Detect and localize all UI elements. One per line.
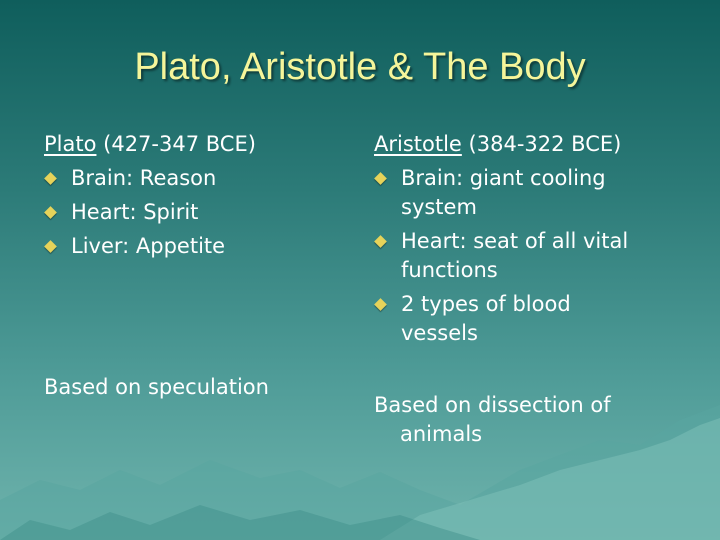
slide-title: Plato, Aristotle & The Body [134, 46, 586, 88]
diamond-bullet-icon [44, 240, 57, 253]
diamond-bullet-icon [374, 172, 387, 185]
list-item: Brain: Reason [44, 164, 344, 193]
diamond-bullet-icon [44, 172, 57, 185]
aristotle-name: Aristotle [374, 132, 462, 156]
list-item: Brain: giant cooling system [374, 164, 694, 222]
diamond-bullet-icon [44, 206, 57, 219]
aristotle-heading [374, 130, 694, 159]
plato-list [44, 164, 344, 261]
list-item: 2 types of blood vessels [374, 290, 694, 348]
diamond-bullet-icon [374, 235, 387, 248]
plato-name: Plato [44, 132, 97, 156]
plato-dates: (427-347 BCE) [103, 132, 256, 156]
list-item: Liver: Appetite [44, 232, 344, 261]
plato-column [44, 130, 344, 261]
aristotle-dates: (384-322 BCE) [468, 132, 622, 156]
aristotle-column [374, 130, 694, 348]
list-item: Heart: Spirit [44, 198, 344, 227]
list-item: Heart: seat of all vital functions [374, 227, 694, 285]
aristotle-footer: Based on dissection of animals [374, 393, 611, 446]
aristotle-list [374, 164, 694, 348]
plato-footer: Based on speculation [44, 375, 269, 399]
plato-heading [44, 130, 344, 159]
diamond-bullet-icon [374, 298, 387, 311]
